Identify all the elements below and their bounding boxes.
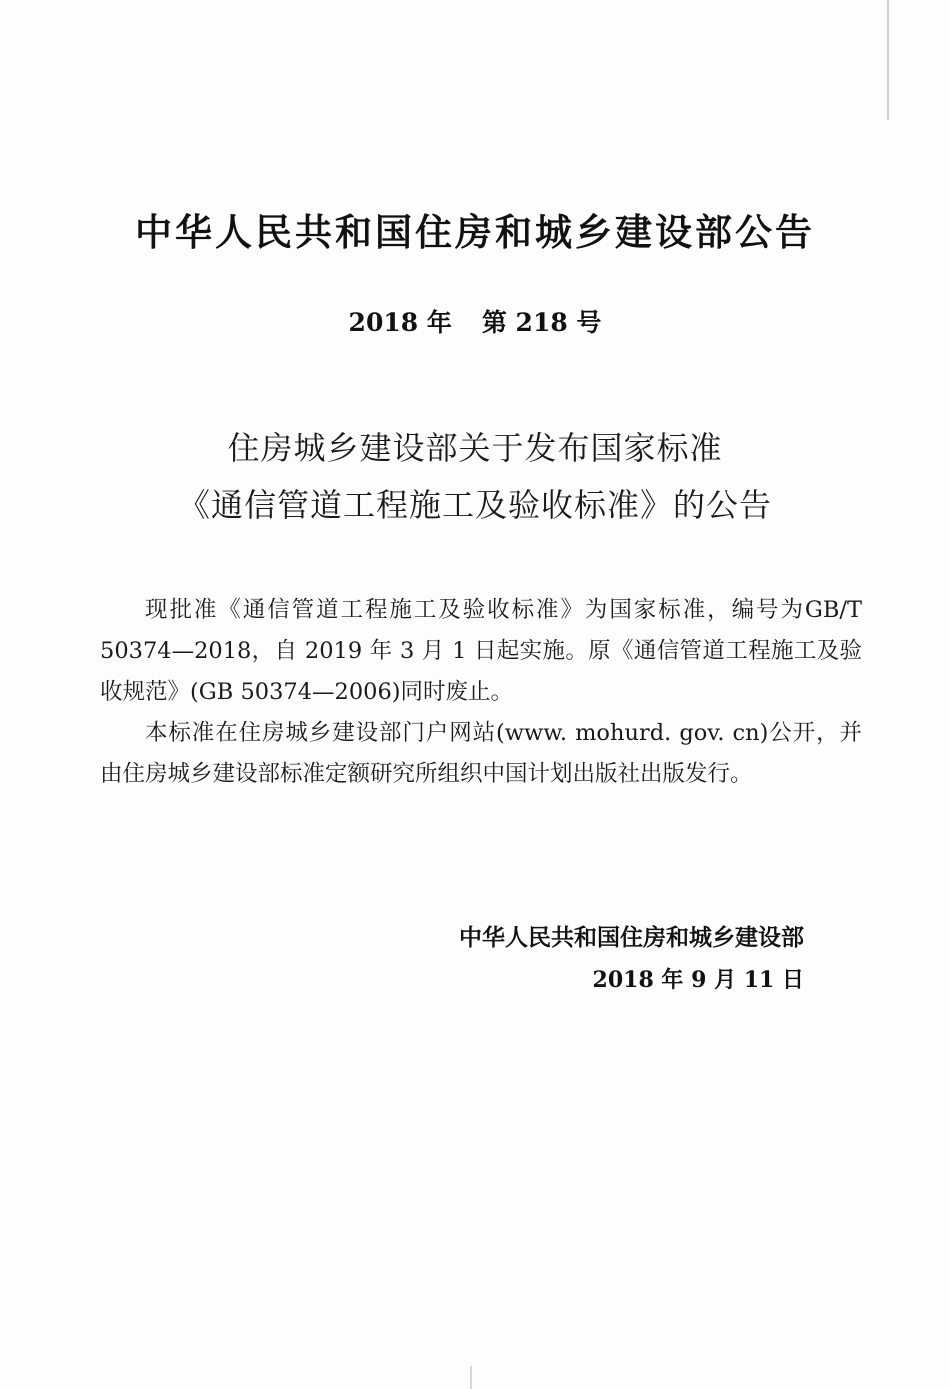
subtitle-line: 住房城乡建设部关于发布国家标准	[227, 429, 723, 467]
body-paragraph: 本标准在住房城乡建设部门户网站(www. mohurd. gov. cn)公开，并由住房城乡建设部标准定额研究所组织中国计划出版社出版发行。	[100, 720, 862, 787]
signature-organization: 中华人民共和国住房和城乡建设部	[459, 925, 804, 951]
issue-serial: 第 218 号	[481, 308, 602, 337]
issue-number	[0, 303, 950, 339]
announcement-title: 中华人民共和国住房和城乡建设部公告	[135, 211, 815, 254]
scan-edge-mark	[887, 0, 889, 120]
announcement-subtitle	[0, 420, 950, 534]
body-paragraph: 现批准《通信管道工程施工及验收标准》为国家标准，编号为GB/T 50374—2018，自 2019 年 3 月 1 日起实施。原《通信管道工程施工及验收规范》(GB 50374—2006)同时废止。	[100, 597, 862, 705]
issue-year: 2018 年	[348, 308, 452, 337]
subtitle-line: 《通信管道工程施工及验收标准》的公告	[177, 486, 772, 524]
scan-edge-mark	[470, 1366, 472, 1389]
announcement-body	[100, 590, 862, 795]
signature-date: 2018 年 9 月 11 日	[592, 967, 804, 993]
signature-block	[459, 917, 804, 1001]
